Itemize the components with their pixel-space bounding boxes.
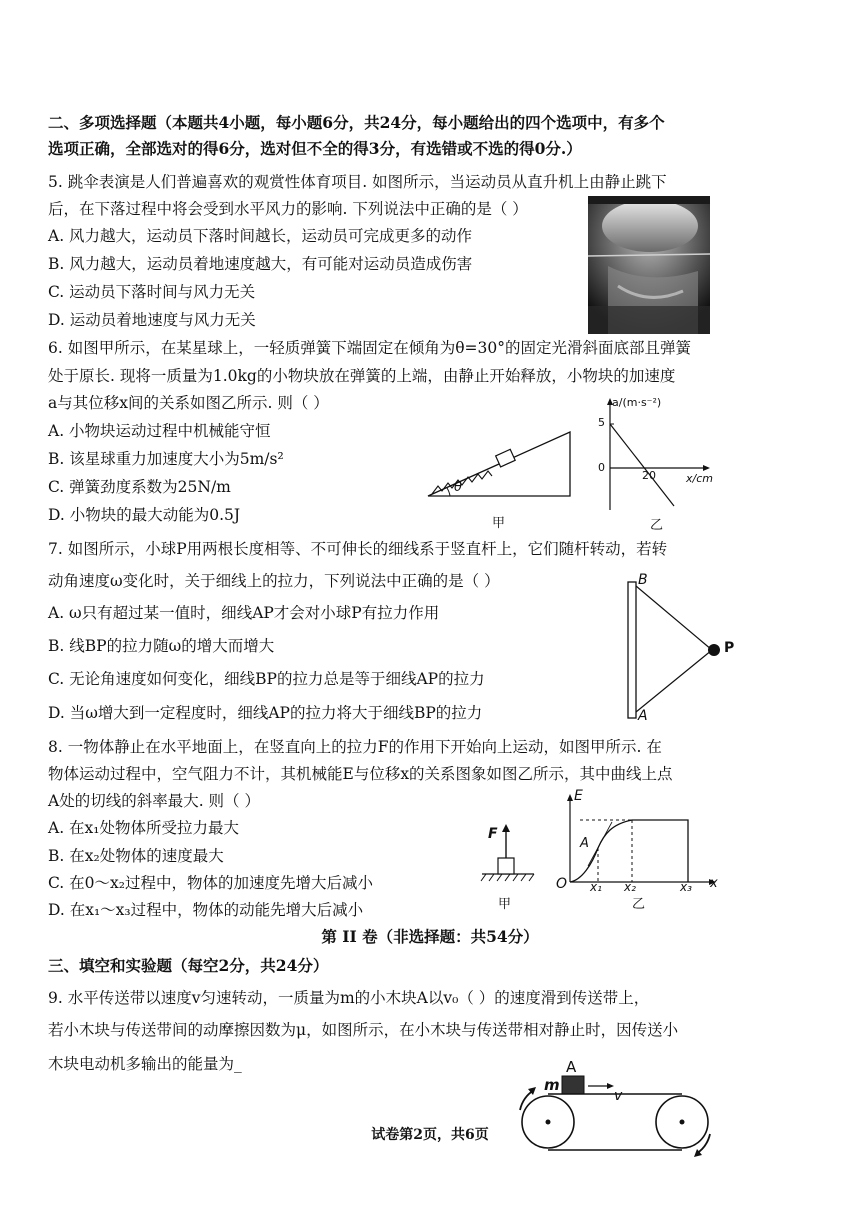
q6-x-axis-label: x/cm bbox=[686, 472, 713, 485]
q8-fig-jia-caption: 甲 bbox=[498, 897, 512, 912]
q6-option-d: D. 小物块的最大动能为0.5J bbox=[48, 506, 241, 524]
section3-title: 三、填空和实验题（每空2分，共24分） bbox=[48, 956, 329, 975]
q6-option-b: B. 该星球重力加速度大小为5m/s² bbox=[48, 450, 284, 468]
q6-stem-line1: 6. 如图甲所示，在某星球上，一轻质弹簧下端固定在倾角为θ=30°的固定光滑斜面底部且弹簧 bbox=[48, 339, 692, 357]
q7-option-c: C. 无论角速度如何变化，细线BP的拉力总是等于细线AP的拉力 bbox=[48, 670, 485, 688]
q9-label-v: v bbox=[614, 1088, 623, 1104]
q9-stem-line2: 若小木块与传送带间的动摩擦因数为μ，如图所示，在小木块与传送带相对静止时，因传送小 bbox=[48, 1021, 679, 1039]
q9-label-a: A bbox=[566, 1058, 577, 1076]
section2-title-line2: 选项正确，全部选对的得6分，选对但不全的得3分，有选错或不选的得0分.） bbox=[48, 139, 582, 158]
q7-option-a: A. ω只有超过某一值时，细线AP才会对小球P有拉力作用 bbox=[48, 604, 440, 622]
q6-tick-5: 5 bbox=[598, 416, 605, 429]
q8-option-d: D. 在x₁～x₃过程中，物体的动能先增大后减小 bbox=[48, 901, 364, 919]
q8-fig-yi-caption: 乙 bbox=[632, 897, 646, 912]
q6-tick-0: 0 bbox=[598, 461, 605, 474]
q5-option-d: D. 运动员着地速度与风力无关 bbox=[48, 311, 256, 329]
q6-option-c: C. 弹簧劲度系数为25N/m bbox=[48, 478, 231, 496]
q9-stem-line3: 木块电动机多输出的能量为_ bbox=[48, 1055, 242, 1073]
q5-stem-line1: 5. 跳伞表演是人们普遍喜欢的观赏性体育项目. 如图所示，当运动员从直升机上由静止跳下 bbox=[48, 173, 667, 191]
q6-stem-line2: 处于原长. 现将一质量为1.0kg的小物块放在弹簧的上端，由静止开始释放，小物块的加速度 bbox=[48, 367, 676, 385]
section2-title-line1: 二、多项选择题（本题共4小题，每小题6分，共24分，每小题给出的四个选项中，有多个 bbox=[48, 113, 665, 132]
q8-label-e: E bbox=[574, 788, 583, 804]
q8-stem-line1: 8. 一物体静止在水平地面上，在竖直向上的拉力F的作用下开始向上运动，如图甲所示. 在 bbox=[48, 738, 662, 756]
q5-stem-line2: 后，在下落过程中将会受到水平风力的影响. 下列说法中正确的是（ ） bbox=[48, 200, 528, 218]
q5-option-a: A. 风力越大，运动员下落时间越长，运动员可完成更多的动作 bbox=[48, 227, 473, 245]
q6-stem-line3: a与其位移x间的关系如图乙所示. 则（ ） bbox=[48, 394, 329, 412]
q9-conveyor-belt-diagram bbox=[510, 1060, 730, 1160]
q7-stem-line2: 动角速度ω变化时，关于细线上的拉力，下列说法中正确的是（ ） bbox=[48, 572, 500, 590]
q7-option-b: B. 线BP的拉力随ω的增大而增大 bbox=[48, 637, 275, 655]
q7-option-d: D. 当ω增大到一定程度时，细线AP的拉力将大于细线BP的拉力 bbox=[48, 704, 483, 722]
q8-option-a: A. 在x₁处物体所受拉力最大 bbox=[48, 819, 240, 837]
q5-option-c: C. 运动员下落时间与风力无关 bbox=[48, 283, 256, 301]
q6-fig-jia-caption: 甲 bbox=[492, 516, 506, 531]
q8-label-x3: x₃ bbox=[680, 880, 692, 894]
q8-option-b: B. 在x₂处物体的速度最大 bbox=[48, 847, 224, 865]
q8-energy-graph bbox=[552, 788, 722, 894]
q5-skydiver-photo bbox=[588, 196, 710, 334]
q7-label-b: B bbox=[638, 572, 648, 588]
q8-label-o: O bbox=[556, 876, 568, 892]
q6-acceleration-graph bbox=[590, 396, 720, 516]
q6-tick-20: 20 bbox=[642, 469, 656, 482]
q6-incline-spring-diagram bbox=[424, 428, 574, 500]
q6-y-axis-label: a/(m·s⁻²) bbox=[612, 396, 662, 409]
q7-label-p: P bbox=[724, 640, 735, 656]
q6-fig-yi-caption: 乙 bbox=[650, 518, 664, 533]
q8-stem-line3: A处的切线的斜率最大. 则（ ） bbox=[48, 792, 260, 810]
part2-title: 第 II 卷（非选择题：共54分） bbox=[321, 927, 539, 946]
q7-rod-ball-diagram bbox=[620, 572, 750, 726]
page-footer: 试卷第2页，共6页 bbox=[371, 1127, 489, 1143]
q8-option-c: C. 在0～x₂过程中，物体的加速度先增大后减小 bbox=[48, 874, 373, 892]
q7-stem-line1: 7. 如图所示，小球P用两根长度相等、不可伸长的细线系于竖直杆上，它们随杆转动，若转 bbox=[48, 540, 668, 558]
q8-block-force-diagram bbox=[478, 820, 538, 890]
q8-label-x1: x₁ bbox=[590, 880, 602, 894]
q9-label-m: m bbox=[544, 1076, 560, 1094]
q6-option-a: A. 小物块运动过程中机械能守恒 bbox=[48, 422, 271, 440]
q8-label-f: F bbox=[488, 826, 498, 842]
q9-stem-line1: 9. 水平传送带以速度v匀速转动，一质量为m的小木块A以v₀（ ）的速度滑到传送带上， bbox=[48, 989, 650, 1007]
q8-label-x: x bbox=[710, 876, 718, 891]
q7-label-a: A bbox=[638, 708, 648, 724]
q8-label-a: A bbox=[580, 836, 589, 851]
q8-label-x2: x₂ bbox=[624, 880, 636, 894]
q6-theta-label: θ bbox=[454, 480, 462, 495]
q8-stem-line2: 物体运动过程中，空气阻力不计，其机械能E与位移x的关系图象如图乙所示，其中曲线上点 bbox=[48, 765, 673, 783]
q5-option-b: B. 风力越大，运动员着地速度越大，有可能对运动员造成伤害 bbox=[48, 255, 473, 273]
